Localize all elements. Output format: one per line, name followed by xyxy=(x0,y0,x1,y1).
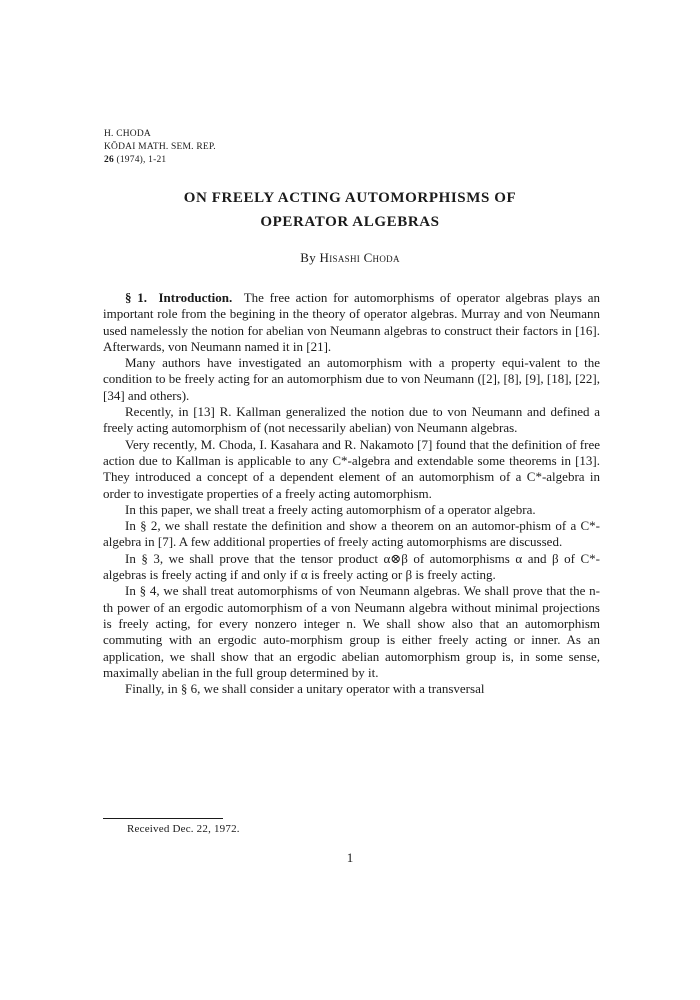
header-citation xyxy=(104,154,216,167)
paragraph: Recently, in [13] R. Kallman generalized the notion due to von Neumann and defined a freely acting automorphism of (not necessarily abelian) von Neumann algebras. xyxy=(103,404,600,436)
byline xyxy=(0,250,700,266)
paragraph: In § 3, we shall prove that the tensor product α⊗β of automorphisms α and β of C*-algebras is freely acting if and only if α is freely acting or β is freely acting. xyxy=(103,550,600,583)
paragraph: In § 4, we shall treat automorphisms of von Neumann algebras. We shall prove that the n-th power of an ergodic automorphism of a von Neumann algebra without minimal projections is freely acting, for every nonzero integer n. We shall show also that an automorphism commuting with an ergodic auto-morphism group is either freely acting or inner. As an application, we shall show that an ergodic abelian automorphism group is, in some sense, maximally abelian in the full group determined by it. xyxy=(103,583,600,680)
section-number: § 1. xyxy=(125,290,147,305)
byline-by: By xyxy=(300,250,320,265)
paragraph: In § 2, we shall restate the definition and show a theorem on an automor-phism of a C*-algebra in [7]. A few additional properties of freely acting automorphisms are discussed. xyxy=(103,518,600,550)
title-line-2: OPERATOR ALGEBRAS xyxy=(260,214,440,230)
paragraph: Very recently, M. Choda, I. Kasahara and R. Nakamoto [7] found that the definition of free action due to Kallman is applicable to any C*-algebra and extendable some theorems in [13]. They introduced a concept of a dependent element of an automorphism of a C*-algebra in order to investigate properties of a freely acting automorphism. xyxy=(103,436,600,501)
footnote: Received Dec. 22, 1972. xyxy=(127,823,240,835)
header-volume: 26 xyxy=(104,155,114,165)
paragraph-text: The free action for automorphisms of operator algebras plays an important role from the begining in the theory of operator algebras. Murray and von Neumann used namelessly the notion for abelian von Neumann algebras to construct their factors in [16]. Afterwards, von Neumann named it in [21]. xyxy=(103,290,600,354)
paragraph: Many authors have investigated an automorphism with a property equi-valent to the condition to be freely acting for an automorphism due to von Neumann ([2], [8], [9], [18], [22], [34] and others). xyxy=(103,355,600,403)
title-line-1: ON FREELY ACTING AUTOMORPHISMS OF xyxy=(183,190,517,206)
header-year-pages: (1974), 1-21 xyxy=(113,155,167,165)
header-author: H. CHODA xyxy=(104,129,151,139)
header-journal: KŌDAI MATH. SEM. REP. xyxy=(104,142,216,152)
paragraph: Finally, in § 6, we shall consider a unitary operator with a transversal xyxy=(125,681,485,697)
byline-author: Hisashi Choda xyxy=(319,250,400,265)
journal-header xyxy=(104,128,216,167)
footnote-divider xyxy=(103,818,223,819)
paragraph: In this paper, we shall treat a freely acting automorphism of a operator algebra. xyxy=(125,501,536,517)
page-number: 1 xyxy=(346,850,354,865)
paragraph xyxy=(103,290,600,355)
body-text xyxy=(103,290,600,697)
section-title: Introduction. xyxy=(158,290,233,305)
paper-title xyxy=(0,186,700,234)
